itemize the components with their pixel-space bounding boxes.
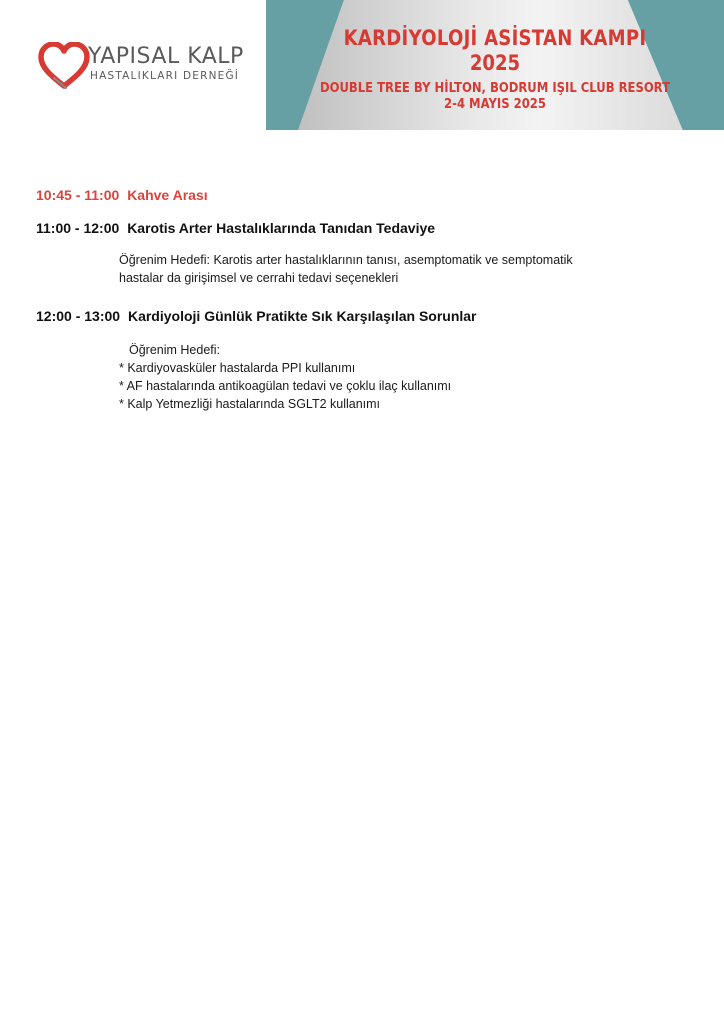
banner-text [266,0,724,130]
event-venue: DOUBLE TREE BY HİLTON, BODRUM IŞIL CLUB RESORT [319,80,671,96]
list-item: * AF hastalarında antikoagülan tedavi ve çoklu ilaç kullanımı [119,379,452,393]
session-1-objective [119,251,639,287]
session-1-objective-line: hastalar da girişimsel ve cerrahi tedavi seçenekleri [119,271,399,285]
session-1-heading [36,219,435,237]
coffee-break-row [36,186,208,204]
list-item: * Kardiyovasküler hastalarda PPI kullanımı [119,361,356,375]
session-2-objective [119,341,639,413]
logo-subtitle: HASTALIKLARI DERNEĞİ [90,70,240,82]
session-2-objective-label: Öğrenim Hedefi: [129,343,221,357]
event-dates: 2-4 MAYIS 2025 [444,96,546,112]
event-year: 2025 [469,51,521,75]
coffee-break-time: 10:45 - 11:00 [36,187,120,203]
event-title: KARDİYOLOJİ ASİSTAN KAMPI [343,26,647,50]
coffee-break-title: Kahve Arası [127,187,208,203]
session-1-title: Karotis Arter Hastalıklarında Tanıdan Tedaviye [127,220,436,236]
logo-title: YAPISAL KALP [88,44,244,69]
session-1-time: 11:00 - 12:00 [36,220,120,236]
event-banner [266,0,724,130]
session-2-heading [36,307,477,325]
session-2-time: 12:00 - 13:00 [36,308,121,324]
association-logo [38,42,244,90]
session-2-title: Kardiyoloji Günlük Pratikte Sık Karşılaşılan Sorunlar [127,308,477,324]
list-item: * Kalp Yetmezliği hastalarında SGLT2 kullanımı [119,397,381,411]
heart-icon [38,42,90,90]
session-1-objective-line: Öğrenim Hedefi: Karotis arter hastalıklarının tanısı, asemptomatik ve semptomatik [119,253,573,267]
